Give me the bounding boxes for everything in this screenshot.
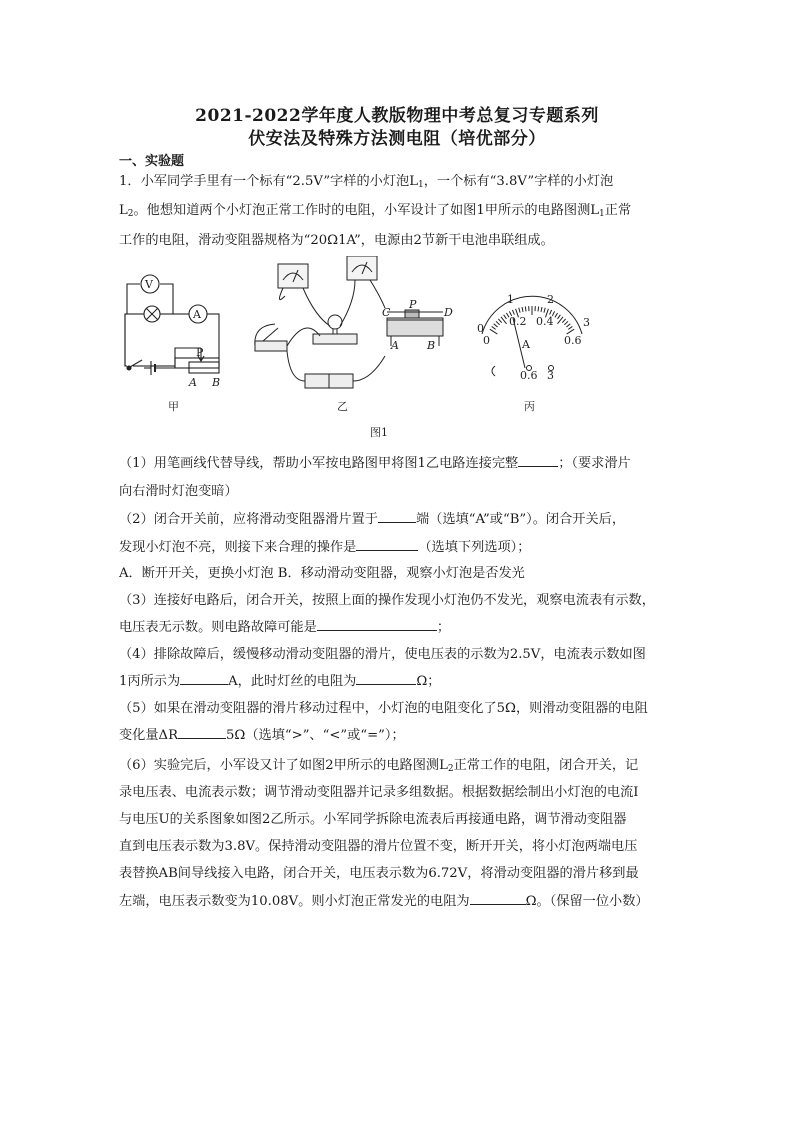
dial-tick <box>490 329 498 334</box>
dial-tick <box>525 306 526 311</box>
dial-tick <box>541 307 542 312</box>
dial-tick <box>555 313 558 317</box>
q1-part1-line1: （1）用笔画线代替导线，帮助小军按电路图甲将图1乙电路连接完整 ；（要求滑片 <box>119 456 631 471</box>
answer-blank-8[interactable] <box>470 892 526 905</box>
dial-tick <box>566 324 570 327</box>
dial-scale-0-lower: 0 <box>483 334 490 347</box>
rheostat-terminal-a: A <box>391 339 399 352</box>
answer-blank-3[interactable] <box>356 538 418 551</box>
label-bing: 丙 <box>524 400 535 413</box>
q1-part4-line2: 1丙所示为 A，此时灯丝的电阻为 Ω； <box>119 674 441 689</box>
rheostat-terminal-c: C <box>382 306 391 319</box>
q1-part2-line2: 发现小灯泡不亮，则接下来合理的操作是 （选填下列选项）； <box>119 540 531 555</box>
figure-caption: 图1 <box>370 426 388 439</box>
dial-tick <box>564 321 568 324</box>
dial-tick <box>538 306 539 311</box>
figure-1-circuits <box>115 256 615 441</box>
q1-part2-line1: （2）闭合开关前，应将滑动变阻器滑片置于 端（选填“A”或“B”）。闭合开关后， <box>119 512 626 527</box>
answer-blank-6[interactable] <box>356 672 416 685</box>
q1-part3-line1: （3）连接好电路后，闭合开关，按照上面的操作发现小灯泡仍不发光，观察电流表有示数， <box>119 593 655 608</box>
q1-intro-line2: $L_2$。他想知道两个小灯泡正常工作时的电阻，小军设计了如图1甲所示的电路图测$L_1$正常 <box>119 203 632 219</box>
q1-intro-line1: 1．小军同学手里有一个标有“2.5V”字样的小灯泡$L_1$，一个标有“3.8V”字样的小灯泡 <box>119 174 614 190</box>
label-yi: 乙 <box>337 400 348 413</box>
q1-part6-line1: （6）实验完后，小军设又计了如图2甲所示的电路图测$L_2$正常工作的电阻，闭合开关，记 <box>119 758 639 774</box>
answer-blank-7[interactable] <box>178 726 226 739</box>
voltmeter-symbol: V <box>145 278 153 291</box>
dial-tick <box>558 315 561 319</box>
q1-part5-line2: 变化量ΔR 5Ω（选填“>”、“<”或“=”）； <box>119 728 405 743</box>
q1-part6-line2: 录电压表、电流表示数；调节滑动变阻器并记录多组数据。根据数据绘制出小灯泡的电流I <box>119 785 639 800</box>
q1-part6-line4: 直到电压表示数为3.8V。保持滑动变阻器的滑片位置不变，断开开关，将小灯泡两端电压 <box>119 839 638 854</box>
q1-part6-line3: 与电压U的关系图象如图2乙所示。小军同学拆除电流表后再接通电路，调节滑动变阻器 <box>119 812 627 827</box>
label-jia: 甲 <box>168 400 179 413</box>
dial-tick <box>494 324 498 327</box>
circuit-diagram-jia <box>125 275 219 375</box>
q1-part2-options: A．断开开关，更换小灯泡 B．移动滑动变阻器，观察小灯泡是否发光 <box>119 566 525 581</box>
slider-label-p: P <box>196 346 204 359</box>
answer-blank-2[interactable] <box>378 510 416 523</box>
dial-tick <box>562 319 565 323</box>
answer-blank-4[interactable] <box>317 618 437 631</box>
rheostat-slider-p: P <box>409 298 417 311</box>
dial-scale-top-2: 2 <box>547 293 554 306</box>
dial-tick <box>550 310 552 315</box>
answer-blank-1[interactable] <box>518 454 558 467</box>
terminal-label-a: A <box>189 376 197 389</box>
dial-terminal-0-6: 0.6 <box>520 369 538 382</box>
dial-scale-0: 0 <box>477 322 484 335</box>
dial-scale-0-2: 0.2 <box>509 315 527 328</box>
answer-blank-5[interactable] <box>180 672 228 685</box>
wiring-diagram-yi <box>255 256 443 388</box>
dial-tick <box>496 321 500 324</box>
rheostat-terminal-b: B <box>427 339 436 352</box>
dial-scale-0-4: 0.4 <box>536 315 554 328</box>
ammeter-symbol: A <box>193 308 201 321</box>
dial-tick <box>519 308 520 313</box>
dial-tick <box>492 326 496 329</box>
q1-part4-line1: （4）排除故障后，缓慢移动滑动变阻器的滑片，使电压表的示数为2.5V，电流表示数如图 <box>119 647 646 662</box>
q1-part6-line5: 表替换AB间导线接入电路，闭合开关，电压表示数为6.72V，将滑动变阻器的滑片移到最 <box>119 866 639 881</box>
q1-part3-line2: 电压表无示数。则电路故障可能是 ； <box>119 620 450 635</box>
dial-scale-top-1: 1 <box>507 293 514 306</box>
dial-terminal-3: 3 <box>547 369 554 382</box>
q1-part6-line6: 左端，电压表示数变为10.08V。则小灯泡正常发光的电阻为 Ω。（保留一位小数） <box>119 894 649 909</box>
dial-tick <box>498 319 501 323</box>
terminal-label-b: B <box>212 376 221 389</box>
dial-scale-3: 3 <box>583 316 590 329</box>
dial-tick <box>568 326 572 329</box>
q1-part5-line1: （5）如果在滑动变阻器的滑片移动过程中，小灯泡的电阻变化了5Ω，则滑动变阻器的电阻 <box>119 701 648 716</box>
rheostat-terminal-d: D <box>444 306 453 319</box>
dial-tick <box>522 307 523 312</box>
dial-tick <box>512 310 514 315</box>
q1-intro-line3: 工作的电阻，滑动变阻器规格为“20Ω1A”，电源由2节新干电池串联组成。 <box>119 233 554 248</box>
section-heading: 一、实验题 <box>119 154 185 169</box>
q1-part1-line2: 向右滑时灯泡变暗） <box>119 484 238 499</box>
dial-tick <box>544 308 545 313</box>
title-line-1: 2021-2022学年度人教版物理中考总复习专题系列 <box>195 106 599 126</box>
title-line-2: 伏安法及特殊方法测电阻（培优部分） <box>248 129 546 149</box>
dial-scale-0-6: 0.6 <box>564 334 582 347</box>
dial-tick <box>504 315 507 319</box>
dial-unit-a: A <box>522 338 530 351</box>
